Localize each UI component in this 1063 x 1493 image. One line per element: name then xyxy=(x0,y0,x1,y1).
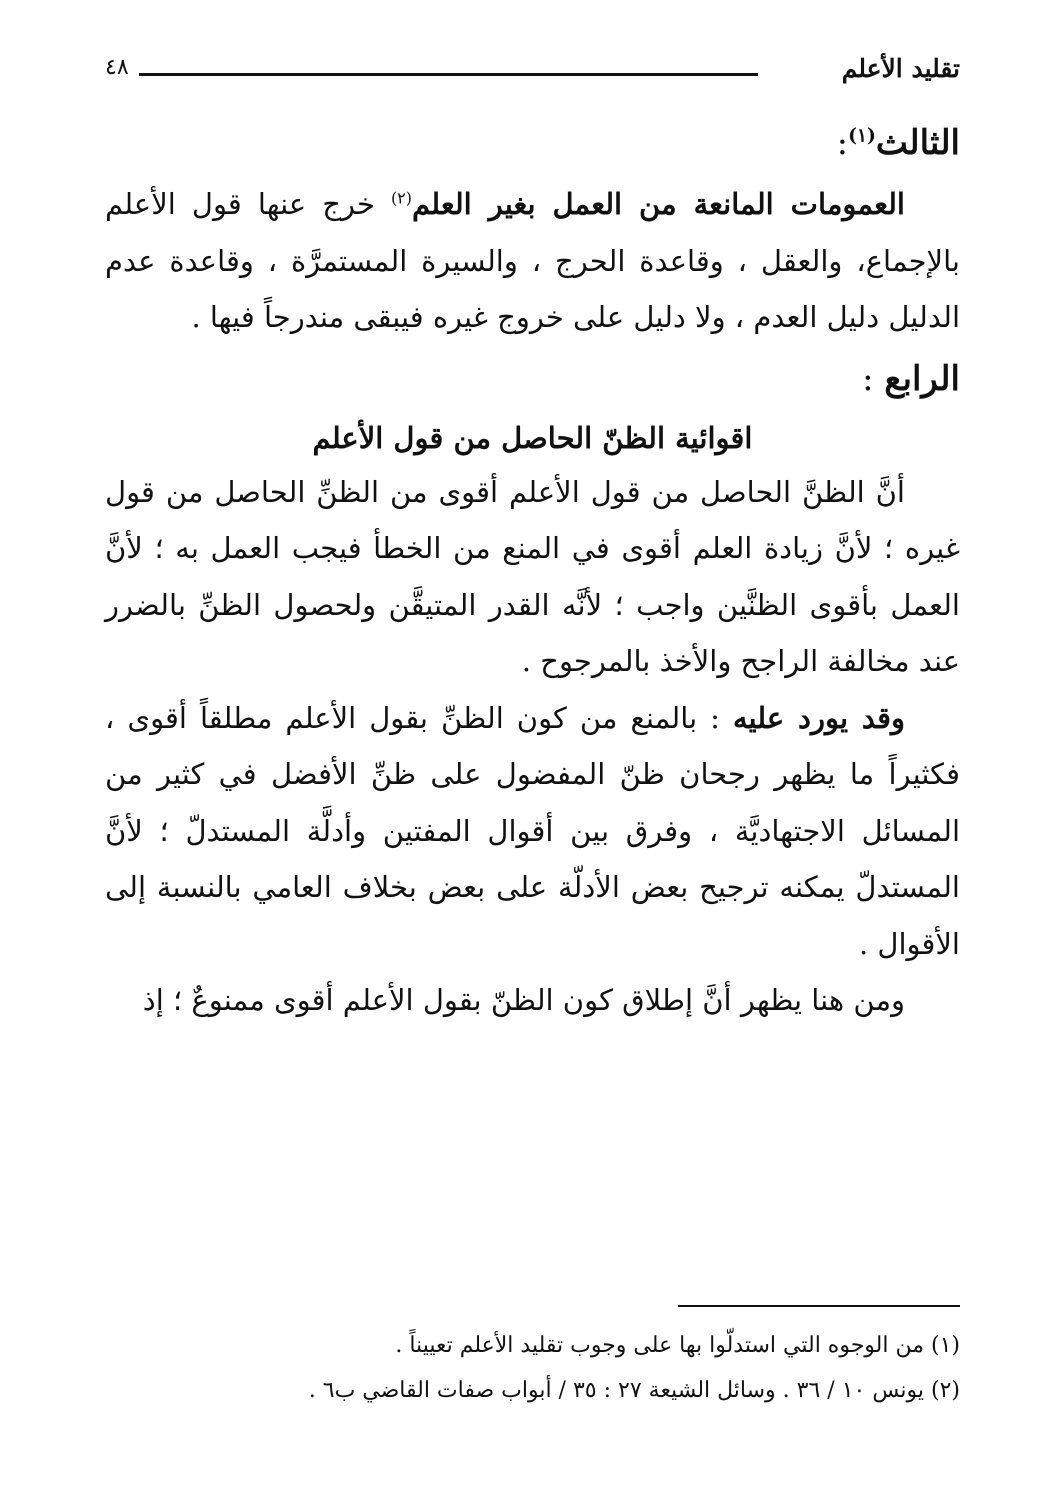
section-heading-fourth xyxy=(105,346,960,412)
paragraph xyxy=(105,176,960,346)
footnote-rule xyxy=(678,1305,960,1307)
paragraph-text: خرج عنها قول الأعلم بالإجماع، والعقل ، وقاعدة الحرج ، والسيرة المستمرَّة ، وقاعدة عدم الدليل دليل العدم ، ولا دليل على خروج غيره فيبقى مندرجاً فيها . xyxy=(105,187,960,334)
heading-colon: : xyxy=(836,123,849,163)
section-heading-third xyxy=(105,110,960,176)
header-rule xyxy=(139,73,758,76)
heading-text: الثالث xyxy=(875,123,960,163)
heading-colon: : xyxy=(862,358,885,399)
running-header xyxy=(105,50,960,90)
paragraph xyxy=(105,690,960,973)
lead-phrase: العمومات المانعة من العمل بغير العلم xyxy=(411,187,905,221)
footnote: (٢) يونس ١٠ / ٣٦ . وسائل الشيعة ٢٧ : ٣٥ / أبواب صفات القاضي ب٦ . xyxy=(308,1378,960,1403)
paragraph-text: : بالمنع من كون الظنِّ بقول الأعلم مطلقاً أقوى ، فكثيراً ما يظهر رجحان ظنّ المفضول على ظنِّ الأفضل في كثير من المسائل الاجتهاديَّة ، وفرق بين أقوال المفتين وأدلَّة المستدلّ ؛ لأنَّ المستدلّ يمكنه ترجيح بعض الأدلّة على بعض بخلاف العامي بالنسبة إلى الأقوال . xyxy=(105,700,960,961)
footnotes xyxy=(200,1323,960,1413)
footnote-ref: (١) xyxy=(848,124,876,147)
footnote: (١) من الوجوه التي استدلّوا بها على وجوب تقليد الأعلم تعييناً . xyxy=(395,1333,960,1358)
paragraph: أنَّ الظنَّ الحاصل من قول الأعلم أقوى من الظنِّ الحاصل من قول غيره ؛ لأنَّ زيادة العلم أقوى في المنع من الخطأ فيجب العمل به ؛ لأنَّ العمل بأقوى الظنَّين واجب ؛ لأنَّه القدر المتيقَّن ولحصول الظنِّ بالضرر عند مخالفة الراجح والأخذ بالمرجوح . xyxy=(105,474,960,678)
section-subtitle: اقوائية الظنّ الحاصل من قول الأعلم xyxy=(312,420,753,455)
page-body xyxy=(105,110,960,1029)
lead-phrase: وقد يورد عليه xyxy=(732,700,905,735)
heading-text: الرابع xyxy=(884,358,960,399)
page-number: ٤٨ xyxy=(105,55,129,80)
running-title: تقليد الأعلم xyxy=(841,54,960,83)
paragraph: ومن هنا يظهر أنَّ إطلاق كون الظنّ بقول الأعلم أقوى ممنوعٌ ؛ إذ xyxy=(142,983,905,1017)
footnote-ref: (٢) xyxy=(390,188,412,208)
